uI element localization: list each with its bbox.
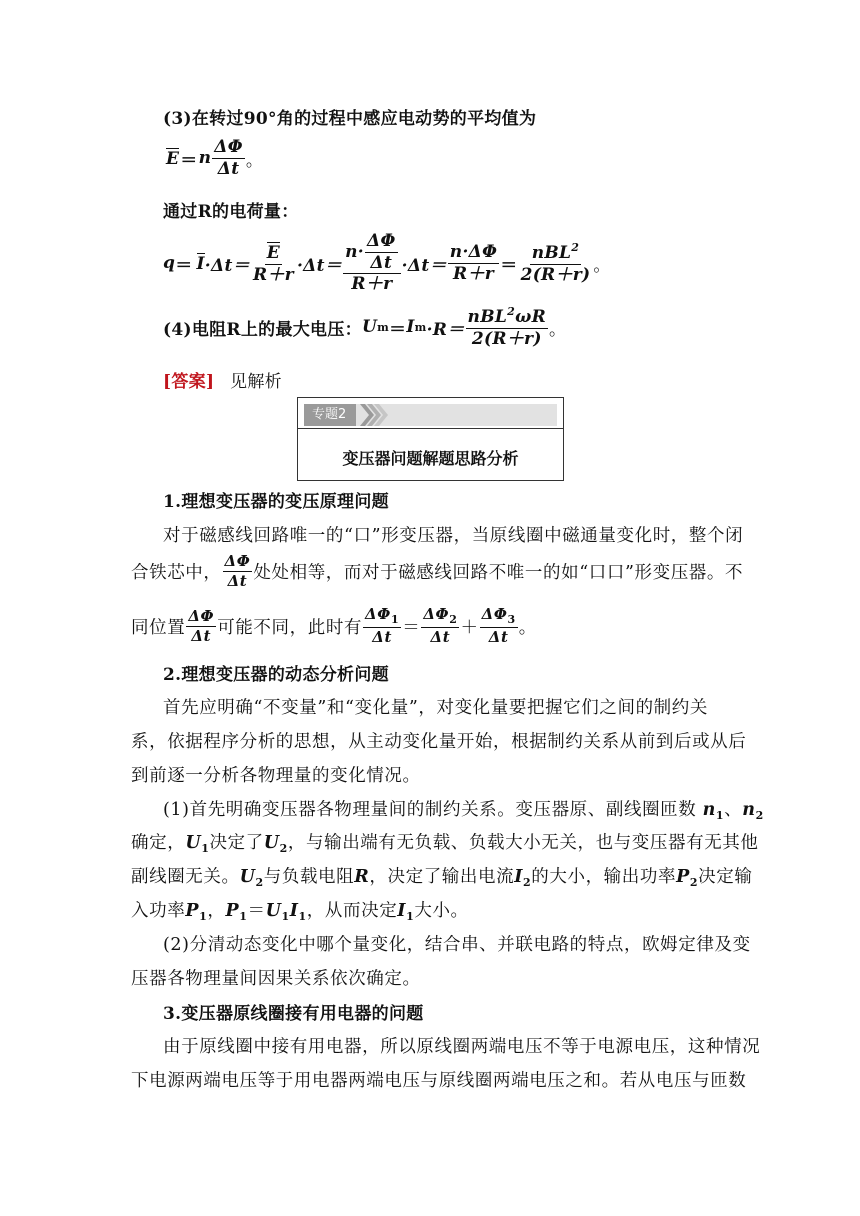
fraction-3 bbox=[448, 243, 499, 283]
subscript: 2 bbox=[449, 613, 458, 627]
fraction-numerator: ΔΦ bbox=[367, 230, 396, 251]
equals-sign: ＝ bbox=[175, 255, 193, 276]
fraction-numerator: nBL bbox=[467, 306, 508, 327]
subscript: 1 bbox=[406, 910, 415, 923]
fraction-denominator: Δt bbox=[430, 628, 451, 647]
section-2-line-1: 首先应明确“不变量”和“变化量”，对变化量要把握它们之间的制约关 bbox=[163, 698, 708, 718]
equals-sign: ＝ bbox=[180, 150, 198, 171]
fraction-denominator: R＋r bbox=[453, 263, 495, 284]
part3-intro: (3)在转过90°角的过程中感应电动势的平均值为 bbox=[163, 109, 537, 129]
section-2-line-2: 系，依据程序分析的思想，从主动变化量开始，根据制约关系从前到后或从后 bbox=[131, 732, 747, 752]
subscript: 1 bbox=[239, 910, 248, 923]
equals-sign: ＝ bbox=[500, 255, 518, 276]
turns-dot: n· bbox=[345, 241, 364, 262]
flux-rate-fraction bbox=[212, 138, 245, 178]
superscript: 2 bbox=[571, 240, 580, 254]
subscript: 1 bbox=[715, 809, 725, 822]
fraction-numerator: n·ΔΦ bbox=[449, 241, 498, 262]
fraction-denominator: 2(R＋r) bbox=[471, 328, 542, 349]
text-segment: ， bbox=[207, 901, 226, 921]
answer-line bbox=[163, 367, 282, 392]
resistance-symbol: R bbox=[354, 867, 370, 887]
fraction-numerator-tail: ωR bbox=[515, 306, 547, 327]
voltage-symbol: U bbox=[361, 317, 378, 337]
fraction-denominator: R＋r bbox=[252, 264, 294, 285]
period: 。 bbox=[245, 150, 264, 171]
subscript: 1 bbox=[281, 910, 290, 923]
charge-symbol: q bbox=[163, 253, 176, 273]
equals-sign: ＝ bbox=[402, 617, 421, 638]
fraction-numerator: ΔΦ bbox=[224, 552, 251, 570]
emf-bar-symbol: E bbox=[266, 242, 281, 263]
section-3-line-1: 由于原线圈中接有用电器，所以原线圈两端电压不等于电源电压，这种情况 bbox=[163, 1037, 761, 1057]
topic-band bbox=[304, 404, 557, 426]
subscript: 1 bbox=[390, 613, 400, 627]
section-2-heading: 2.理想变压器的动态分析问题 bbox=[163, 665, 389, 685]
superscript: 2 bbox=[507, 304, 516, 318]
topic-title: 变压器问题解题思路分析 bbox=[342, 449, 519, 468]
section-2-p1-line-3 bbox=[131, 863, 752, 889]
answer-tag: [答案] bbox=[163, 372, 215, 392]
flux-3-fraction bbox=[480, 606, 518, 646]
dot-dt: ·Δt＝ bbox=[401, 255, 447, 276]
text-segment: 大小。 bbox=[414, 901, 469, 921]
text-segment: 入功率 bbox=[131, 901, 186, 921]
charge-label: 通过R的电荷量： bbox=[163, 202, 299, 222]
fraction-4 bbox=[519, 242, 593, 284]
fraction-denominator: Δt bbox=[372, 628, 392, 647]
current-symbol: I bbox=[514, 867, 524, 887]
flux-rate-fraction bbox=[223, 553, 253, 589]
voltage-symbol: U bbox=[263, 833, 280, 853]
topic-box bbox=[297, 397, 564, 481]
subscript: 2 bbox=[689, 876, 699, 889]
turns-symbol: n bbox=[742, 800, 756, 820]
part4-intro: (4)电阻R上的最大电压： bbox=[163, 319, 362, 340]
fraction-1 bbox=[251, 242, 296, 284]
part4-line bbox=[163, 304, 566, 350]
period: 。 bbox=[593, 255, 611, 276]
section-1-line-3 bbox=[131, 605, 537, 647]
subscript: 1 bbox=[298, 910, 307, 923]
subscript: 1 bbox=[199, 910, 208, 923]
text-segment: 决定输 bbox=[698, 867, 753, 887]
fraction-numerator: nBL bbox=[531, 242, 572, 263]
current-bar-symbol: I bbox=[196, 253, 205, 274]
answer-text: 见解析 bbox=[230, 372, 282, 392]
fraction-denominator: Δt bbox=[217, 158, 240, 179]
current-symbol: I bbox=[406, 317, 415, 337]
voltage-symbol: U bbox=[185, 833, 202, 853]
section-2-p1-line-4 bbox=[131, 897, 469, 923]
text-segment: ，从而决定 bbox=[306, 901, 398, 921]
turns-symbol: n bbox=[198, 148, 212, 169]
period: 。 bbox=[518, 617, 537, 638]
text-segment: (1)首先明确变压器各物理量间的制约关系。变压器原、副线圈匝数 bbox=[163, 800, 697, 820]
section-3-line-2: 下电源两端电压等于用电器两端电压与原线圈两端电压之和。若从电压与匝数 bbox=[131, 1071, 747, 1091]
fraction-numerator: ΔΦ bbox=[214, 137, 243, 157]
fraction-numerator: ΔΦ bbox=[365, 605, 391, 624]
max-voltage-fraction bbox=[466, 306, 548, 348]
topic-tag: 专题2 bbox=[304, 404, 356, 426]
fraction-numerator: ΔΦ bbox=[423, 605, 450, 624]
flux-1-fraction bbox=[363, 606, 401, 646]
text-segment: ，与输出端有无负载、负载大小无关，也与变压器有无其他 bbox=[287, 833, 759, 853]
text-segment: ，决定了输出电流 bbox=[369, 867, 515, 887]
fraction-denominator: Δt bbox=[227, 571, 248, 590]
power-symbol: P bbox=[676, 867, 690, 887]
subscript: 3 bbox=[507, 613, 516, 627]
topic-stripes-icon bbox=[360, 404, 390, 426]
text-segment: 的大小，输出功率 bbox=[531, 867, 677, 887]
power-symbol: P bbox=[225, 901, 240, 921]
charge-equation bbox=[163, 230, 611, 296]
flux-2-fraction bbox=[421, 606, 459, 646]
equals-sign: ＝ bbox=[247, 901, 266, 921]
emf-average-equation bbox=[166, 138, 263, 178]
subscript: 2 bbox=[279, 842, 288, 855]
section-1-line-2 bbox=[131, 550, 743, 592]
separator: 、 bbox=[724, 800, 743, 820]
subscript: 2 bbox=[255, 876, 264, 889]
subscript: 1 bbox=[201, 842, 210, 855]
section-2-p2-line-1: (2)分清动态变化中哪个量变化，结合串、并联电路的特点，欧姆定律及变 bbox=[163, 935, 751, 955]
subscript: 2 bbox=[523, 876, 532, 889]
text-segment: 副线圈无关。 bbox=[131, 867, 240, 887]
turns-symbol: n bbox=[702, 800, 716, 820]
power-symbol: P bbox=[185, 901, 200, 921]
text-segment: 合铁芯中， bbox=[131, 562, 222, 583]
flux-rate-fraction bbox=[186, 608, 216, 644]
plus-sign: ＋ bbox=[460, 617, 479, 638]
subscript: 2 bbox=[755, 809, 764, 822]
voltage-symbol: U bbox=[239, 867, 256, 887]
section-3-heading: 3.变压器原线圈接有用电器的问题 bbox=[163, 1004, 424, 1024]
section-2-p2-line-2: 压器各物理量间因果关系依次确定。 bbox=[131, 969, 421, 989]
emf-bar-symbol: E bbox=[166, 148, 180, 169]
dot-dt: ·Δt＝ bbox=[296, 255, 343, 276]
text-segment: 可能不同，此时有 bbox=[217, 617, 363, 638]
fraction-denominator: Δt bbox=[488, 628, 509, 647]
fraction-denominator: Δt bbox=[370, 252, 393, 273]
subscript: m bbox=[414, 320, 427, 334]
fraction-denominator: R＋r bbox=[351, 274, 393, 295]
period: 。 bbox=[549, 319, 567, 340]
text-segment: 决定了 bbox=[209, 833, 264, 853]
resistance-term: ·R＝ bbox=[426, 319, 465, 340]
equals-sign: ＝ bbox=[389, 319, 407, 340]
text-segment: 同位置 bbox=[131, 617, 186, 638]
fraction-2 bbox=[343, 232, 401, 294]
section-2-p1-line-1 bbox=[163, 796, 764, 822]
fraction-denominator: 2(R＋r) bbox=[520, 264, 591, 285]
current-symbol: I bbox=[289, 901, 299, 921]
fraction-numerator: ΔΦ bbox=[188, 607, 215, 625]
section-2-line-3: 到前逐一分析各物理量的变化情况。 bbox=[131, 766, 421, 786]
dot-dt: ·Δt＝ bbox=[204, 255, 250, 276]
section-1-line-1: 对于磁感线回路唯一的“口”形变压器，当原线圈中磁通量变化时，整个闭 bbox=[163, 526, 744, 546]
text-segment: 确定， bbox=[131, 833, 186, 853]
fraction-numerator: ΔΦ bbox=[481, 605, 508, 624]
current-symbol: I bbox=[397, 901, 407, 921]
voltage-symbol: U bbox=[265, 901, 282, 921]
text-segment: 处处相等，而对于磁感线回路不唯一的如“口口”形变压器。不 bbox=[253, 562, 744, 583]
fraction-denominator: Δt bbox=[191, 626, 212, 645]
section-2-p1-line-2 bbox=[131, 829, 759, 855]
topic-divider bbox=[298, 428, 563, 429]
section-1-heading: 1.理想变压器的变压原理问题 bbox=[163, 492, 389, 512]
text-segment: 与负载电阻 bbox=[263, 867, 355, 887]
subscript: m bbox=[377, 320, 390, 334]
nested-fraction bbox=[365, 232, 398, 272]
